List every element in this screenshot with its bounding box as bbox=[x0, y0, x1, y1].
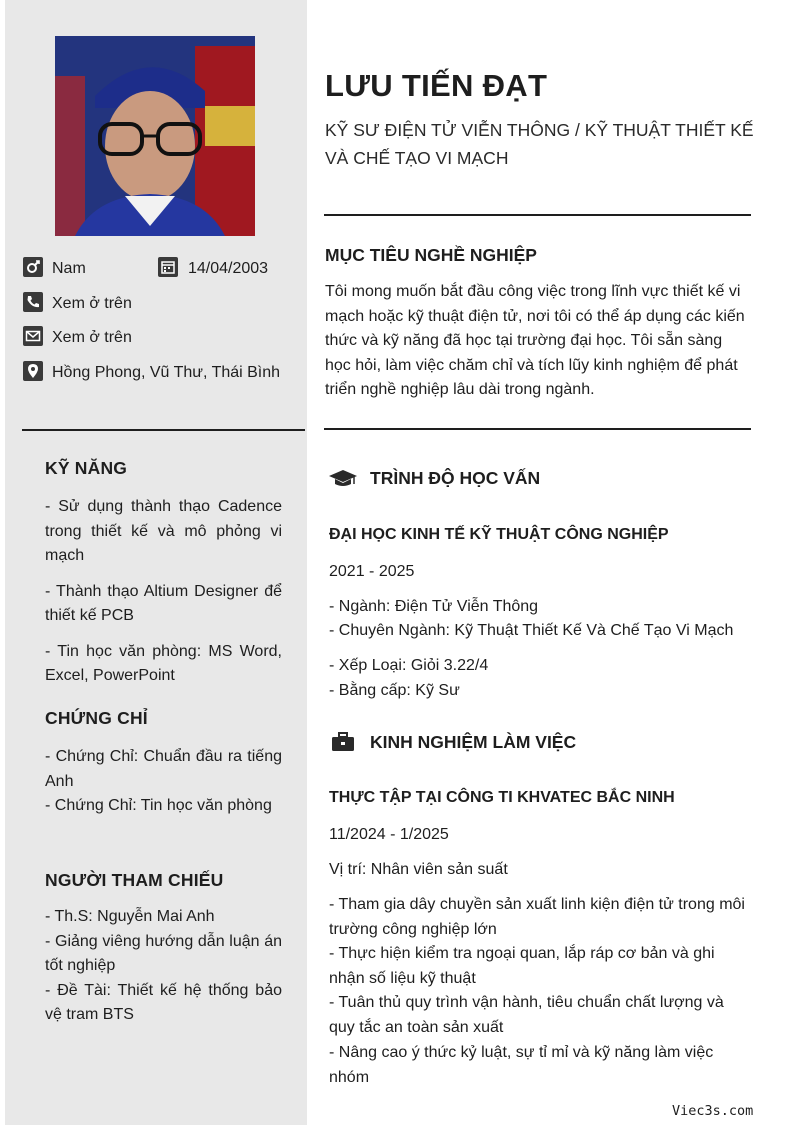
candidate-role: KỸ SƯ ĐIỆN TỬ VIỄN THÔNG / KỸ THUẬT THIẾT KẾ VÀ CHẾ TẠO VI MẠCH bbox=[325, 120, 754, 168]
experience-duty: - Tuân thủ quy trình vận hành, tiêu chuẩn chất lượng và quy tắc an toàn sản xuất bbox=[329, 994, 724, 1036]
skill-item: - Sử dụng thành thạo Cadence trong thiết kế và mô phỏng vi mạch bbox=[45, 498, 282, 564]
experience-duty: - Thực hiện kiểm tra ngoại quan, lắp ráp cơ bản và ghi nhận số liệu kỹ thuật bbox=[329, 945, 715, 987]
certificate-item: - Chứng Chỉ: Tin học văn phòng bbox=[45, 797, 272, 814]
experience-period: 11/2024 - 1/2025 bbox=[329, 826, 449, 843]
skills-section bbox=[45, 458, 282, 689]
references-title: NGƯỜI THAM CHIẾU bbox=[45, 870, 224, 890]
sidebar-divider bbox=[22, 429, 305, 431]
education-grade: - Xếp Loại: Giỏi 3.22/4 bbox=[329, 657, 489, 674]
reference-item: - Th.S: Nguyễn Mai Anh bbox=[45, 908, 215, 925]
email-value: Xem ở trên bbox=[52, 329, 132, 346]
experience-duty: - Tham gia dây chuyền sản xuất linh kiện điện tử trong môi trường công nghiệp lớn bbox=[329, 896, 745, 938]
briefcase-icon bbox=[331, 731, 359, 753]
profile-photo bbox=[55, 36, 255, 236]
calendar-icon bbox=[158, 257, 178, 277]
address-value: Hồng Phong, Vũ Thư, Thái Bình bbox=[52, 364, 281, 381]
experience-position: Vị trí: Nhân viên sản suất bbox=[329, 861, 508, 878]
reference-item: - Đề Tài: Thiết kế hệ thống bảo vệ tram BTS bbox=[45, 981, 282, 1023]
school-name: ĐẠI HỌC KINH TẾ KỸ THUẬT CÔNG NGHIỆP bbox=[329, 526, 669, 543]
phone-value: Xem ở trên bbox=[52, 295, 132, 312]
email-icon bbox=[23, 326, 43, 346]
birthday-value: 14/04/2003 bbox=[188, 260, 269, 277]
watermark: Viec3s.com bbox=[672, 1103, 754, 1119]
references-section bbox=[45, 870, 282, 1028]
skill-item: - Thành thạo Altium Designer để thiết kế PCB bbox=[45, 582, 282, 624]
education-specialization: - Chuyên Ngành: Kỹ Thuật Thiết Kế Và Chế Tạo Vi Mạch bbox=[329, 622, 734, 639]
education-title: TRÌNH ĐỘ HỌC VẤN bbox=[370, 468, 541, 488]
phone-icon bbox=[23, 292, 43, 312]
graduation-cap-icon bbox=[329, 467, 357, 489]
skills-title: KỸ NĂNG bbox=[45, 458, 128, 478]
reference-item: - Giảng viêng hướng dẫn luận án tốt nghiệp bbox=[45, 932, 282, 974]
experience-duty: - Nâng cao ý thức kỷ luật, sự tỉ mỉ và kỹ năng làm việc nhóm bbox=[329, 1044, 714, 1086]
header-divider bbox=[324, 214, 751, 216]
location-icon bbox=[23, 361, 43, 381]
education-period: 2021 - 2025 bbox=[329, 563, 415, 580]
education-degree: - Bằng cấp: Kỹ Sư bbox=[329, 682, 460, 699]
skill-item: - Tin học văn phòng: MS Word, Excel, PowerPoint bbox=[45, 642, 282, 684]
education-major: - Ngành: Điện Tử Viễn Thông bbox=[329, 598, 539, 615]
experience-title: KINH NGHIỆM LÀM VIỆC bbox=[370, 732, 577, 752]
objective-text: Tôi mong muốn bắt đầu công việc trong lĩnh vực thiết kế vi mạch hoặc kỹ thuật điện tử, nơi tôi có thể áp dụng các kiến thức và kỹ năng đã học tại trường đại học. Tôi sẵn sàng học hỏi, làm việc chăm chỉ và tích lũy kinh nghiệm để phát triển nghề nghiệp lâu dài trong ngành. bbox=[325, 283, 745, 398]
certificates-section bbox=[45, 708, 282, 819]
objective-title: MỤC TIÊU NGHỀ NGHIỆP bbox=[325, 245, 537, 265]
company-name: THỰC TẬP TẠI CÔNG TI KHVATEC BẮC NINH bbox=[329, 789, 675, 806]
objective-divider bbox=[324, 428, 751, 430]
gender-icon bbox=[23, 257, 43, 277]
certificate-item: - Chứng Chỉ: Chuẩn đầu ra tiếng Anh bbox=[45, 748, 282, 790]
certificates-title: CHỨNG CHỈ bbox=[45, 708, 148, 728]
gender-value: Nam bbox=[52, 260, 86, 277]
candidate-name: LƯU TIẾN ĐẠT bbox=[325, 68, 548, 103]
